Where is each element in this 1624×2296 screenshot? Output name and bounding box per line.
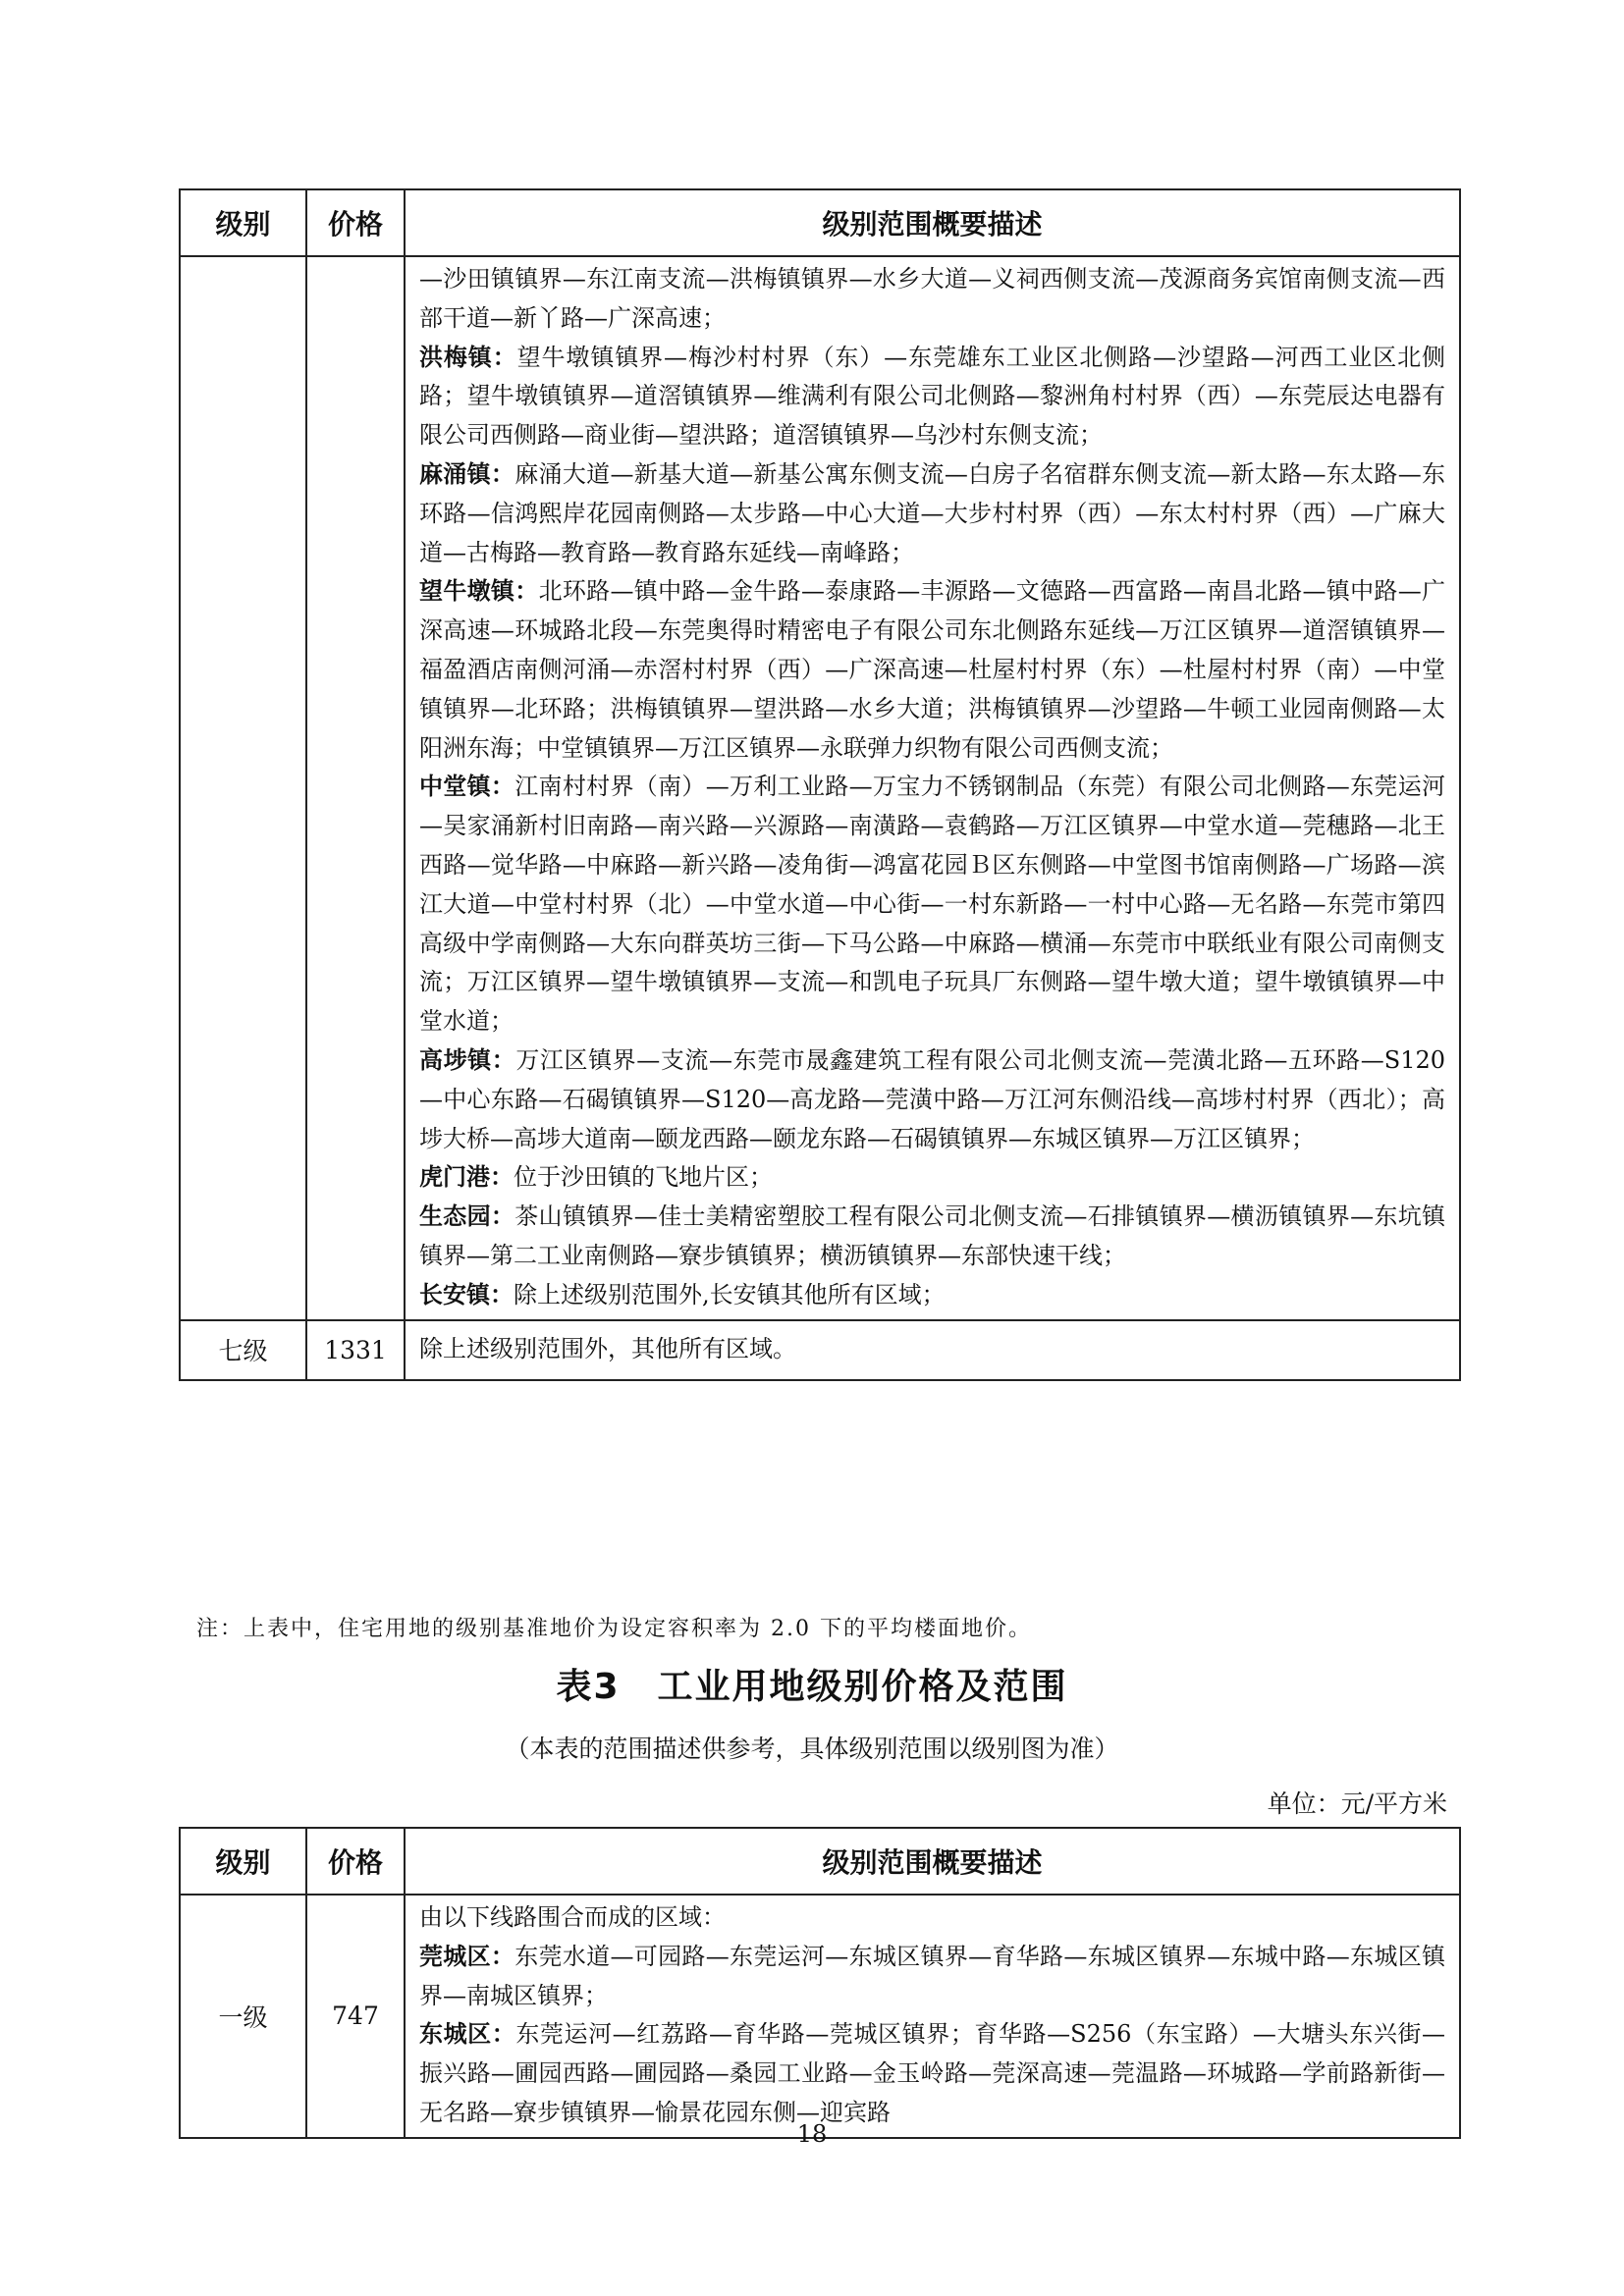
header-price: 价格 [306,189,405,256]
industrial-land-price-table [179,1827,1461,2139]
description-cell: 除上述级别范围外，其他所有区域。 [405,1320,1460,1380]
town-name: 洪梅镇： [419,343,517,371]
table3-subtitle: （本表的范围描述供参考，具体级别范围以级别图为准） [505,1735,1119,1763]
price-cell: 1331 [306,1320,405,1380]
entry-dongcheng [419,2015,1445,2132]
entry-changan [419,1276,1445,1315]
header-description: 级别范围概要描述 [405,189,1460,256]
town-range: 除上述级别范围外,长安镇其他所有区域； [514,1280,946,1308]
town-name: 虎门港： [419,1163,514,1192]
description-cell [405,1895,1460,2138]
entry-shengtaiyuan [419,1198,1445,1276]
town-range: 望牛墩镇镇界—梅沙村村界（东）—东莞雄东工业区北侧路—沙望路—河西工业区北侧路；望牛墩镇镇界—道滘镇镇界—维满利有限公司北侧路—黎洲角村村界（西）—东莞辰达电器有限公司西侧路—商业街—望洪路；道滘镇镇界—乌沙村东侧支流； [419,343,1446,450]
town-range: 北环路—镇中路—金牛路—泰康路—丰源路—文德路—西富路—南昌北路—镇中路—广深高速—环城路北段—东莞奥得时精密电子有限公司东北侧路东延线—万江区镇界—道滘镇镇界—福盈酒店南侧河涌—赤滘村村界（西）—广深高速—杜屋村村界（东）—杜屋村村界（南）—中堂镇镇界—北环路；洪梅镇镇界—望洪路—水乡大道；洪梅镇镇界—沙望路—牛顿工业园南侧路—太阳洲东海；中堂镇镇界—万江区镇界—永联弹力织物有限公司西侧支流； [419,577,1446,762]
table3-unit: 单位：元/平方米 [1267,1789,1447,1818]
table3-title: 表3 工业用地级别价格及范围 [556,1667,1068,1707]
town-name: 东城区： [419,2020,516,2049]
lead-text: —沙田镇镇界—东江南支流—洪梅镇镇界—水乡大道—义祠西侧支流—茂源商务宾馆南侧支流—西部干道—新丫路—广深高速； [419,265,1445,332]
town-name: 长安镇： [419,1280,514,1308]
level-cell-empty [180,256,306,1320]
entry-machong [419,455,1445,572]
page-number: 18 [796,2120,828,2148]
town-name: 生态园： [419,1202,515,1231]
town-name: 中堂镇： [419,773,515,801]
town-range: 江南村村界（南）—万利工业路—万宝力不锈钢制品（东莞）有限公司北侧路—东莞运河—吴家涌新村旧南路—南兴路—兴源路—南潢路—袁鹤路—万江区镇界—中堂水道—莞穗路—北王西路—觉华路—中麻路—新兴路—凌角街—鸿富花园Ｂ区东侧路—中堂图书馆南侧路—广场路—滨江大道—中堂村村界（北）—中堂水道—中心街—一村东新路—一村中心路—无名路—东莞市第四高级中学南侧路—大东向群英坊三街—下马公路—中麻路—横涌—东莞市中联纸业有限公司南侧支流；万江区镇界—望牛墩镇镇界—支流—和凯电子玩具厂东侧路—望牛墩大道；望牛墩镇镇界—中堂水道； [419,773,1446,1036]
town-range: 东莞运河—红荔路—育华路—莞城区镇界；育华路—S256（东宝路）—大塘头东兴街—振兴路—圃园西路—圃园路—桑园工业路—金玉岭路—莞深高速—莞温路—环城路—学前路新街—无名路—寮步镇镇界—愉景花园东侧—迎宾路 [419,2020,1446,2126]
table-header-row [180,1828,1460,1895]
description-cell [405,256,1460,1320]
level-cell: 一级 [180,1895,306,2138]
lead-text: 由以下线路围合而成的区域： [419,1903,726,1931]
entry-gaobu [419,1041,1445,1158]
town-range: 万江区镇界—支流—东莞市晟鑫建筑工程有限公司北侧支流—莞潢北路—五环路—S120—中心东路—石碣镇镇界—S120—高龙路—莞潢中路—万江河东侧沿线—高埗村村界（西北）；高埗大桥—高埗大道南—颐龙西路—颐龙东路—石碣镇镇界—东城区镇界—万江区镇界； [419,1045,1446,1152]
header-level: 级别 [180,189,306,256]
header-description: 级别范围概要描述 [405,1828,1460,1895]
town-name: 莞城区： [419,1942,515,1970]
table-row-level1 [180,1895,1460,2138]
town-range: 位于沙田镇的飞地片区； [514,1163,773,1192]
header-level: 级别 [180,1828,306,1895]
entry-honghei [419,339,1445,455]
entry-zhongtang [419,768,1445,1041]
level-cell: 七级 [180,1320,306,1380]
table-header-row [180,189,1460,256]
price-cell: 747 [306,1895,405,2138]
town-name: 望牛墩镇： [419,577,539,606]
table-note: 注：上表中，住宅用地的级别基准地价为设定容积率为 2.0 下的平均楼面地价。 [196,1617,1032,1641]
table-row-level7 [180,1320,1460,1380]
header-price: 价格 [306,1828,405,1895]
town-range: 茶山镇镇界—佳士美精密塑胶工程有限公司北侧支流—石排镇镇界—横沥镇镇界—东坑镇镇界—第二工业南侧路—寮步镇镇界；横沥镇镇界—东部快速干线； [419,1202,1446,1269]
town-range: 麻涌大道—新基大道—新基公寓东侧支流—白房子名宿群东侧支流—新太路—东太路—东环路—信鸿熙岸花园南侧路—太步路—中心大道—大步村村界（西）—东太村村界（西）—广麻大道—古梅路—教育路—教育路东延线—南峰路； [419,459,1446,566]
entry-guancheng [419,1938,1445,2016]
land-price-table-continued [179,188,1461,1381]
price-cell-empty [306,256,405,1320]
town-range: 东莞水道—可园路—东莞运河—东城区镇界—育华路—东城区镇界—东城中路—东城区镇界—南城区镇界； [419,1942,1446,2009]
table-row-continued [180,256,1460,1320]
town-name: 麻涌镇： [419,459,515,488]
entry-wangniudun [419,572,1445,768]
town-name: 高埗镇： [419,1045,516,1074]
entry-humengang [419,1158,1445,1198]
